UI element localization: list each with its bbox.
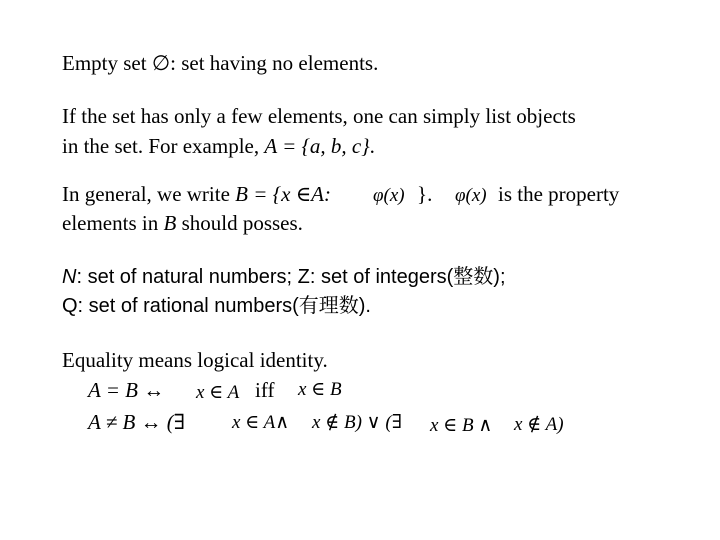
set-builder-start: B = {x ∈A:: [235, 182, 332, 206]
empty-set-text: Empty set ∅: set having no elements.: [62, 51, 379, 75]
x-not-in-A: x ∉ A): [514, 414, 564, 435]
phi-standalone: φ(x): [455, 185, 487, 206]
set-builder-close: [417, 182, 432, 206]
iff-text: iff: [255, 378, 275, 402]
phi-inline: φ(x): [373, 185, 405, 206]
general-form-line-2: [62, 211, 303, 235]
number-sets-line-1: [62, 265, 506, 289]
property-tail: [498, 182, 619, 206]
empty-set-definition: [62, 51, 378, 75]
general-form-line-1: [62, 182, 331, 206]
exists-x-in-A: x ∈ A∧: [232, 412, 290, 433]
example-suffix: .: [369, 134, 375, 158]
rational-text: Q: set of rational numbers(有理数).: [62, 295, 371, 317]
iff-word: [255, 378, 274, 402]
exists-x-in-B: x ∈ B ∧: [430, 415, 493, 436]
inequality-left: [88, 410, 185, 434]
x-not-in-B: x ∉ B) ∨ (∃: [312, 412, 402, 433]
inequality-left-text: A ≠ B ↔ (∃: [88, 410, 186, 434]
equality-text: Equality means logical identity.: [62, 348, 328, 372]
elements-suffix: should posses.: [176, 211, 303, 235]
sentence-dot: .: [427, 182, 433, 206]
elements-prefix: elements in: [62, 211, 164, 235]
number-sets-line-2: [62, 294, 371, 318]
equality-left-text: A = B ↔: [88, 378, 165, 402]
natural-symbol: N: [62, 266, 77, 288]
equality-heading: [62, 348, 328, 372]
list-objects-line-1: [62, 104, 576, 128]
equality-left: [88, 378, 164, 402]
set-B: B: [163, 211, 177, 235]
example-prefix: in the set. For example,: [62, 134, 265, 158]
membership-x-in-A: x ∈ A: [196, 382, 240, 403]
general-prefix: In general, we write: [62, 182, 236, 206]
membership-x-in-B: x ∈ B: [298, 379, 342, 400]
example-set: A = {a, b, c}: [264, 134, 370, 158]
number-sets-text: : set of natural numbers; Z: set of integers(整数);: [76, 266, 506, 288]
list-objects-line-2: [62, 134, 375, 158]
close-brace: }: [417, 182, 428, 206]
property-text: is the property: [498, 182, 620, 206]
list-objects-text: If the set has only a few elements, one can simply list objects: [62, 104, 576, 128]
